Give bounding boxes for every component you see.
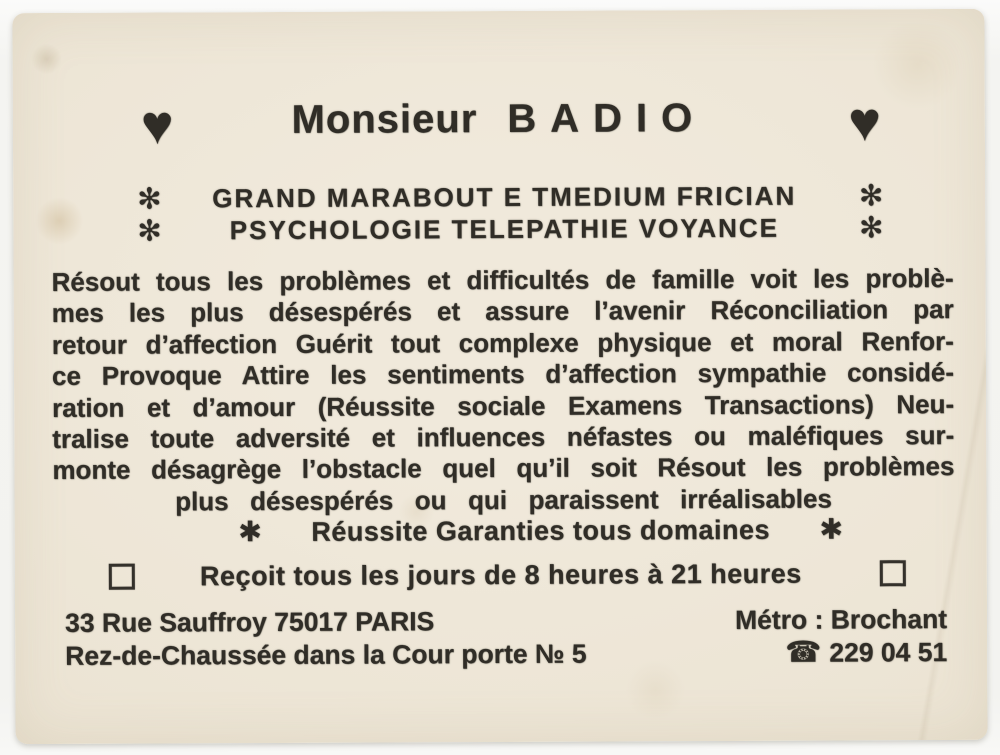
flower-asterisk-icon: ✻ — [137, 215, 162, 248]
card-header — [13, 90, 985, 156]
body-text-line: retour d’affection Guérit tout complexe physique et moral Renfor- — [51, 325, 954, 360]
phone — [785, 636, 947, 670]
address-row — [65, 603, 947, 640]
address-row — [65, 636, 947, 673]
heart-icon: ♥ — [848, 90, 882, 153]
asterisk-icon: ✱ — [819, 513, 844, 545]
subtitle-row — [13, 179, 985, 215]
heart-icon: ♥ — [140, 93, 174, 156]
metro-station: Métro : Brochant — [734, 604, 948, 635]
hours-row — [15, 558, 987, 592]
telephone-icon: ☎ — [785, 636, 822, 669]
address-block — [65, 603, 947, 673]
flower-asterisk-icon: ✻ — [858, 180, 884, 213]
title-name: BADIO — [507, 96, 707, 141]
address-detail: Rez-de-Chaussée dans la Cour porte № 5 — [65, 638, 587, 671]
flower-asterisk-icon: ✻ — [858, 212, 884, 245]
hours-text: Reçoit tous les jours de 8 heures à 21 heures — [199, 558, 802, 592]
subtitle-line-2: PSYCHOLOGIE TELEPATHIE VOYANCE — [229, 212, 780, 246]
body-text-line: ration et d’amour (Réussite sociale Examens Transactions) Neu- — [52, 388, 955, 423]
body-text-line: tralise toute adversité et influences néfastes ou maléfiques sur- — [52, 420, 955, 454]
body-text-line: plus désespérés ou qui paraissent irréalisables — [175, 483, 832, 517]
business-card — [12, 9, 987, 744]
guarantee-row — [15, 512, 987, 549]
subtitle-row — [13, 211, 985, 247]
subtitle-line-1: GRAND MARABOUT E TMEDIUM FRICIAN — [212, 180, 797, 214]
page-title — [291, 96, 706, 142]
square-icon — [880, 560, 906, 586]
title-prefix: Monsieur — [291, 97, 478, 142]
body-text-line: monte désagrège l’obstacle quel qu’il soit Résout les problèmes — [52, 451, 955, 486]
body-text-line: ce Provoque Attire les sentiments d’affection sympathie considé- — [51, 357, 955, 392]
asterisk-icon: ✱ — [238, 516, 262, 548]
subtitle-block — [13, 179, 985, 247]
body-text-line: Résout tous les problèmes et difficultés de famille voit les problè- — [51, 263, 954, 297]
address-street: 33 Rue Sauffroy 75017 PARIS — [65, 606, 435, 638]
square-icon — [109, 564, 135, 590]
guarantee-text: Réussite Garanties tous domaines — [311, 514, 771, 547]
body-text-line: mes les plus désespérés et assure l’avenir Réconciliation par — [51, 294, 954, 329]
phone-number: 229 04 51 — [829, 637, 948, 668]
body-text — [52, 263, 955, 518]
flower-asterisk-icon: ✻ — [137, 183, 162, 216]
